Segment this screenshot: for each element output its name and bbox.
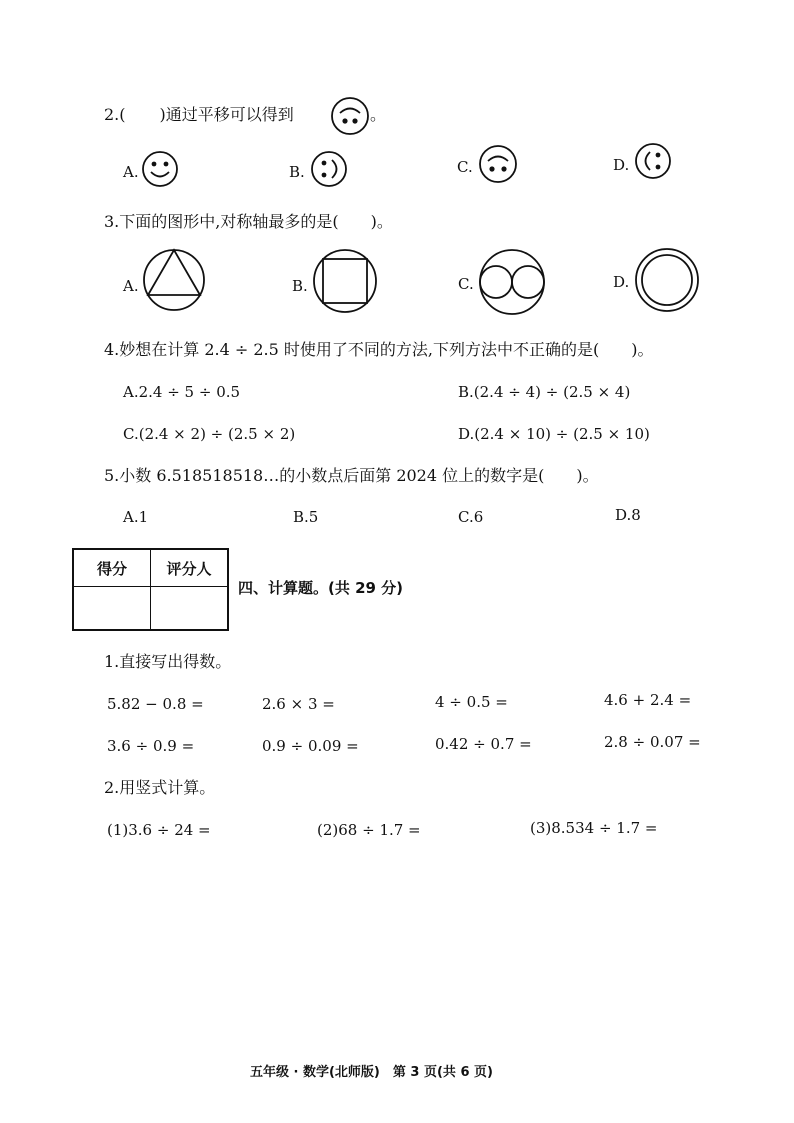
q3-stem: 3.下面的图形中,对称轴最多的是( )。 (104, 212, 393, 231)
calc1-item: 0.9 ÷ 0.09 = (262, 737, 359, 755)
smiley-face-rotated-right-icon (310, 150, 348, 188)
q2-stem-end: 。 (370, 105, 387, 124)
section-title: 四、计算题。(共 29 分) (238, 579, 404, 597)
q4-stem: 4.妙想在计算 2.4 ÷ 2.5 时使用了不同的方法,下列方法中不正确的是( )。 (104, 340, 654, 359)
calc1-item: 2.8 ÷ 0.07 = (604, 733, 701, 751)
face-rotated-left-icon (634, 142, 672, 180)
q5-option-d[interactable]: D.8 (615, 506, 641, 524)
score-header: 得分 (73, 549, 151, 587)
calc1-item: 4.6 + 2.4 = (604, 691, 692, 709)
q4-option-a[interactable]: A.2.4 ÷ 5 ÷ 0.5 (123, 383, 241, 401)
score-cell[interactable] (73, 587, 151, 631)
q2-stem-post: )通过平移可以得到 (159, 105, 294, 124)
calc2-item: (1)3.6 ÷ 24 = (107, 821, 211, 839)
q4-option-c[interactable]: C.(2.4 × 2) ÷ (2.5 × 2) (123, 425, 296, 443)
two-circles-in-circle-icon (478, 248, 546, 316)
q3-option-a[interactable]: A. (123, 277, 139, 295)
calc2-item: (3)8.534 ÷ 1.7 = (530, 819, 658, 837)
q3-option-b[interactable]: B. (292, 277, 308, 295)
page-footer: 五年级 · 数学(北师版) 第 3 页(共 6 页) (250, 1065, 493, 1080)
calc2-item: (2)68 ÷ 1.7 = (317, 821, 421, 839)
q2-option-c[interactable]: C. (457, 158, 473, 176)
calc1-item: 5.82 − 0.8 = (107, 695, 204, 713)
calc1-item: 2.6 × 3 = (262, 695, 335, 713)
concentric-circles-icon (634, 247, 700, 313)
q2-option-b[interactable]: B. (289, 163, 305, 181)
calc2-stem: 2.用竖式计算。 (104, 778, 216, 797)
q4-option-b[interactable]: B.(2.4 ÷ 4) ÷ (2.5 × 4) (458, 383, 631, 401)
q4-option-d[interactable]: D.(2.4 × 10) ÷ (2.5 × 10) (458, 425, 650, 443)
q3-option-c[interactable]: C. (458, 275, 474, 293)
face-upside-down-icon (478, 144, 518, 184)
grader-cell[interactable] (151, 587, 229, 631)
q5-option-a[interactable]: A.1 (123, 508, 149, 526)
square-in-circle-icon (312, 248, 378, 314)
q2-stem (104, 105, 294, 125)
calc1-stem: 1.直接写出得数。 (104, 652, 232, 671)
triangle-in-circle-icon (142, 248, 206, 312)
calc1-item: 4 ÷ 0.5 = (435, 693, 508, 711)
smiley-face-icon (141, 150, 179, 188)
q3-option-d[interactable]: D. (613, 273, 630, 291)
smiley-face-upside-down-target-icon (330, 96, 370, 136)
q5-stem: 5.小数 6.518518518…的小数点后面第 2024 位上的数字是( )。 (104, 466, 599, 485)
q2-stem-pre: 2.( (104, 105, 126, 124)
q5-option-b[interactable]: B.5 (293, 508, 319, 526)
grader-header: 评分人 (151, 549, 229, 587)
q2-option-d[interactable]: D. (613, 156, 630, 174)
q2-option-a[interactable]: A. (123, 163, 139, 181)
score-table (72, 548, 229, 631)
q5-option-c[interactable]: C.6 (458, 508, 484, 526)
calc1-item: 3.6 ÷ 0.9 = (107, 737, 195, 755)
calc1-item: 0.42 ÷ 0.7 = (435, 735, 532, 753)
